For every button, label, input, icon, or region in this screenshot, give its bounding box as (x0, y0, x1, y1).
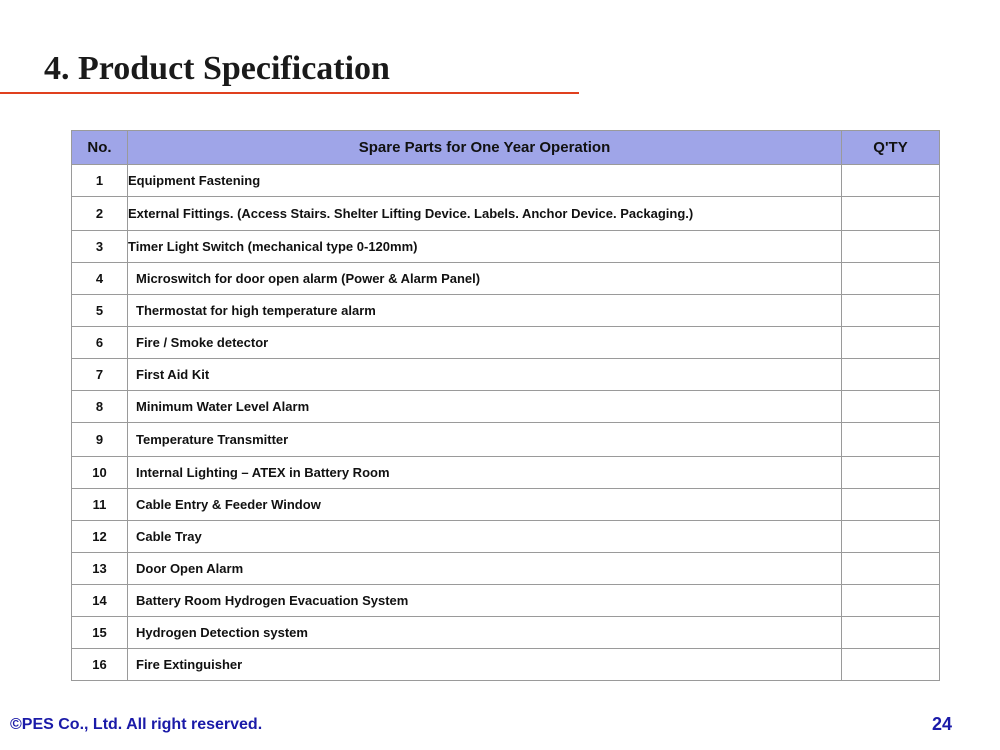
row-description: Fire Extinguisher (128, 649, 842, 681)
row-description: Timer Light Switch (mechanical type 0-120mm) (128, 231, 842, 263)
row-number: 7 (72, 359, 128, 391)
table-row (72, 359, 940, 391)
row-number: 14 (72, 585, 128, 617)
row-description: First Aid Kit (128, 359, 842, 391)
page-number: 24 (931, 714, 952, 734)
row-qty (842, 197, 940, 231)
row-number: 4 (72, 263, 128, 295)
table-row (72, 231, 940, 263)
row-qty (842, 585, 940, 617)
row-description: Microswitch for door open alarm (Power & Alarm Panel) (128, 263, 842, 295)
row-number: 2 (72, 197, 128, 231)
row-number: 8 (72, 391, 128, 423)
row-qty (842, 295, 940, 327)
row-number: 6 (72, 327, 128, 359)
row-number: 1 (72, 165, 128, 197)
row-qty (842, 263, 940, 295)
row-description: Thermostat for high temperature alarm (128, 295, 842, 327)
row-qty (842, 165, 940, 197)
row-number: 11 (72, 489, 128, 521)
row-qty (842, 521, 940, 553)
row-qty (842, 359, 940, 391)
table-header-row (72, 131, 940, 165)
table-row (72, 423, 940, 457)
row-description: Hydrogen Detection system (128, 617, 842, 649)
row-qty (842, 649, 940, 681)
row-number: 13 (72, 553, 128, 585)
header-qty: Q'TY (842, 131, 940, 165)
row-qty (842, 457, 940, 489)
row-number: 15 (72, 617, 128, 649)
table-row (72, 649, 940, 681)
table-row (72, 489, 940, 521)
row-description: Door Open Alarm (128, 553, 842, 585)
row-qty (842, 391, 940, 423)
row-qty (842, 231, 940, 263)
table-row (72, 521, 940, 553)
row-description: Cable Tray (128, 521, 842, 553)
row-qty (842, 327, 940, 359)
row-description: External Fittings. (Access Stairs. Shelter Lifting Device. Labels. Anchor Device. Packaging.) (128, 197, 842, 231)
row-description: Equipment Fastening (128, 165, 842, 197)
row-number: 12 (72, 521, 128, 553)
row-description: Cable Entry & Feeder Window (128, 489, 842, 521)
title-underline (0, 92, 579, 94)
table-row (72, 585, 940, 617)
row-description: Minimum Water Level Alarm (128, 391, 842, 423)
row-description: Internal Lighting – ATEX in Battery Room (128, 457, 842, 489)
header-no: No. (72, 131, 128, 165)
row-number: 5 (72, 295, 128, 327)
page-title: 4. Product Specification (44, 50, 390, 87)
spare-parts-table (71, 130, 940, 681)
table-row (72, 263, 940, 295)
row-qty (842, 489, 940, 521)
header-description: Spare Parts for One Year Operation (128, 131, 842, 165)
table-row (72, 457, 940, 489)
row-number: 16 (72, 649, 128, 681)
table-row (72, 553, 940, 585)
row-qty (842, 617, 940, 649)
table-row (72, 165, 940, 197)
row-description: Battery Room Hydrogen Evacuation System (128, 585, 842, 617)
row-description: Temperature Transmitter (128, 423, 842, 457)
table-row (72, 617, 940, 649)
row-description: Fire / Smoke detector (128, 327, 842, 359)
table-row (72, 327, 940, 359)
table-row (72, 295, 940, 327)
row-number: 3 (72, 231, 128, 263)
copyright-footer: ©PES Co., Ltd. All right reserved. (10, 716, 263, 733)
row-qty (842, 423, 940, 457)
table-row (72, 197, 940, 231)
row-number: 9 (72, 423, 128, 457)
row-number: 10 (72, 457, 128, 489)
table-row (72, 391, 940, 423)
row-qty (842, 553, 940, 585)
